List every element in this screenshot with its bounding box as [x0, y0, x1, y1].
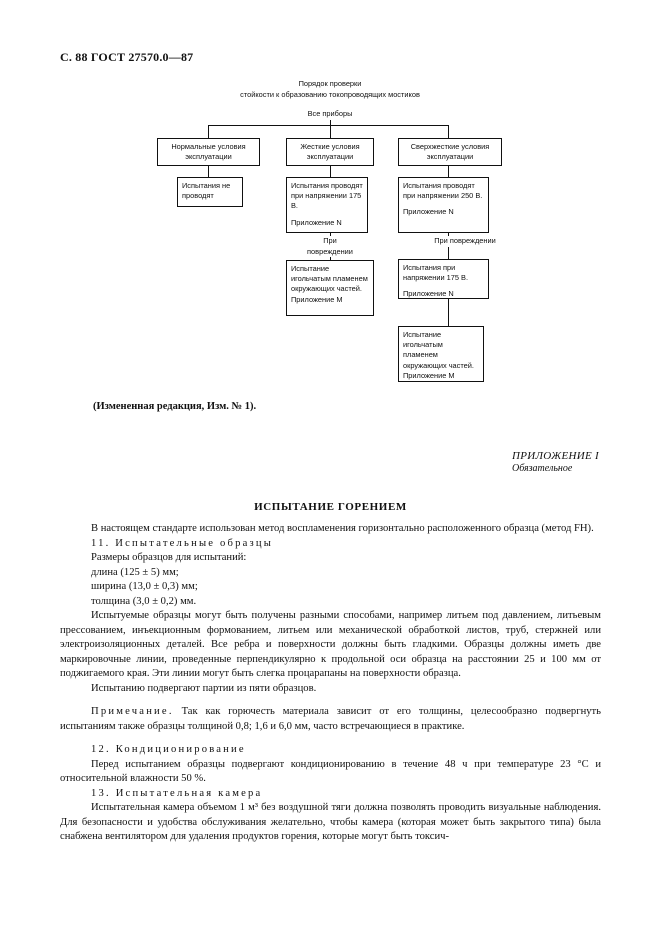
section-12-heading: 12. Кондиционирование — [91, 744, 246, 755]
box-appendix: Приложение N — [403, 289, 454, 299]
box-extra-hard-conditions — [398, 138, 502, 166]
page-header: С. 88 ГОСТ 27570.0—87 — [60, 50, 194, 64]
flowchart-title-line2: стойкости к образованию токопроводящих мостиков — [240, 90, 420, 99]
box-appendix: Приложение N — [291, 217, 342, 227]
box-test-175v — [286, 177, 368, 233]
box-appendix: Приложение N — [403, 207, 454, 217]
connector — [208, 125, 209, 138]
box-needle-flame — [286, 260, 374, 316]
box-text: Испытания при напряжении 175 В. — [403, 263, 469, 283]
section-13-text: Испытательная камера объемом 1 м³ без воздушной тяги должна позволять проводить визуальные наблюдения. Для безопасности и удобства обслуживания желательно, чтобы камера (которая может быть закрытого типа) была снабжена вентилятором для удаления продуктов горения, которые могут быть токсич- — [60, 802, 601, 842]
connector — [448, 125, 449, 138]
box-test2-175v — [398, 259, 489, 299]
box-text: Испытание игольчатым пламенем окружающих частей. — [403, 330, 474, 370]
size-length: длина (125 ± 5) мм; — [91, 566, 179, 578]
box-test-250v — [398, 177, 489, 233]
size-thickness: толщина (3,0 ± 0,2) мм. — [91, 595, 197, 607]
flowchart-title-line1: Порядок проверки — [298, 79, 362, 88]
box-no-testing — [177, 177, 243, 207]
size-width: ширина (13,0 ± 0,3) мм; — [91, 581, 198, 592]
connector — [330, 165, 331, 177]
box-text: Испытания не проводят — [182, 181, 231, 201]
box-appendix: Приложение М — [403, 370, 455, 380]
note-paragraph — [60, 705, 601, 734]
section-13-heading: 13. Испытательная камера — [91, 787, 263, 799]
connector — [448, 165, 449, 177]
box-appendix: Приложение М — [291, 294, 343, 304]
body-text — [60, 522, 601, 845]
connector — [208, 165, 209, 177]
edition-note: (Измененная редакция, Изм. № 1). — [93, 401, 257, 412]
damage-label: При повреждении — [300, 236, 360, 257]
sizes-intro: Размеры образцов для испытаний: — [91, 552, 247, 563]
note-label: Примечание. — [91, 706, 174, 717]
section-11-batch: Испытанию подвергают партии из пяти образцов. — [91, 682, 317, 694]
connector — [208, 125, 449, 126]
damage-label: При повреждении — [430, 236, 500, 247]
connector — [448, 298, 449, 326]
section-12-text: Перед испытанием образцы подвергают кондиционированию в течение 48 ч при температуре 23 °С и относительной влажности 50 %. — [60, 758, 601, 784]
flowchart — [0, 0, 661, 400]
connector — [330, 125, 331, 138]
section-11-paragraph: Испытуемые образцы могут быть получены разными способами, например литьем под давлением, литьевым прессованием, инъекционным формованием, литьем или механической обработкой листов, труб, стержней или электроизоляционных деталей. Все ребра и поверхности должны быть гладкими. Образцы должны иметь две маркировочные линии, проведенные перпендикулярно к продольной оси образца на расстоянии 25 и 100 мм от поджигаемого края. Эти линии могут быть слегка процарапаны на поверхности образца. — [60, 610, 601, 679]
box-text: Нормальные условия эксплуатации — [171, 141, 246, 161]
appendix-status: Обязательное — [512, 463, 573, 474]
appendix-number: ПРИЛОЖЕНИЕ I — [512, 450, 599, 462]
note-text: Так как горючесть материала зависит от его толщины, целесообразно подвергнуть испытаниям также образцы толщиной 0,8; 1,6 и 6,0 мм, часто встречающиеся в практике. — [60, 706, 601, 732]
appendix-label — [512, 450, 599, 474]
section-title: ИСПЫТАНИЕ ГОРЕНИЕМ — [254, 501, 407, 513]
box-needle-flame-2 — [398, 326, 484, 382]
section-11-heading: 11. Испытательные образцы — [91, 537, 274, 549]
box-text: Жесткие условия эксплуатации — [300, 141, 360, 161]
box-text: Испытания проводят при напряжении 250 В. — [403, 181, 483, 201]
box-text: Испытания проводят при напряжении 175 В. — [291, 181, 363, 211]
box-normal-conditions — [157, 138, 260, 166]
intro-paragraph: В настоящем стандарте использован метод воспламенения горизонтально расположенного образца (метод FH). — [91, 523, 594, 534]
box-text: Испытание игольчатым пламенем окружающих частей. — [291, 264, 368, 294]
flowchart-all-devices: Все приборы — [307, 109, 353, 118]
box-hard-conditions — [286, 138, 374, 166]
box-text: Сверхжесткие условия эксплуатации — [410, 141, 490, 161]
